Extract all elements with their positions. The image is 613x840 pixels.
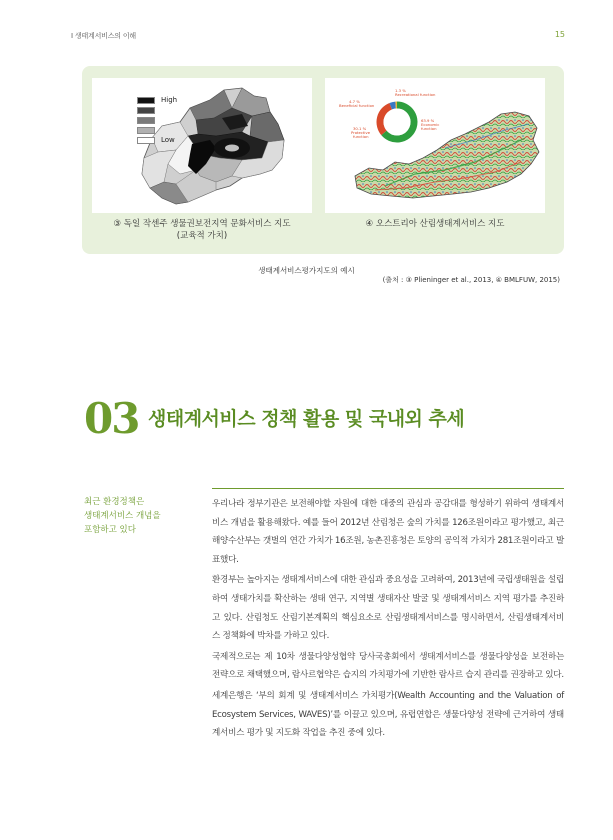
figure-source: (출처 : ③ Plieninger et al., 2013, ④ BMLFUW, 2015)	[382, 276, 560, 284]
donut-hole	[384, 109, 411, 136]
legend-swatch	[137, 117, 155, 124]
side-note	[84, 495, 194, 537]
saxony-map	[92, 78, 312, 213]
svg-text:Protective: Protective	[351, 130, 371, 135]
left-map-caption	[92, 218, 312, 242]
paragraph: 우리나라 정부기관은 보전해야할 자원에 대한 대중의 관심과 공감대를 형성하기 위하여 생태계서비스 개념을 활용해왔다. 예를 들어 2012년 산림청은 숲의 가치를 126조원이라고 평가했고, 최근 해양수산부는 갯벌의 연간 가치가 16조원, 농촌진흥청은 토양의 공익적 가치가 281조원이라고 발표했다.	[212, 499, 564, 565]
section-number: 03	[84, 394, 139, 443]
legend-label-high: High	[161, 96, 178, 104]
svg-text:function: function	[353, 134, 369, 139]
svg-text:Beneficial function: Beneficial function	[339, 103, 375, 108]
figure-title: 생태계서비스평가지도의 예시	[258, 266, 355, 275]
side-note-line: 최근 환경정책은	[84, 497, 145, 507]
side-note-line: 포함하고 있다	[84, 525, 136, 535]
svg-text:Economic: Economic	[421, 122, 440, 127]
svg-text:30.1 %: 30.1 %	[353, 126, 367, 131]
svg-text:Recreational function: Recreational function	[395, 92, 436, 97]
legend-label-low: Low	[161, 136, 175, 144]
legend-item	[137, 105, 177, 115]
legend-item	[137, 125, 177, 135]
running-head: Ⅰ 생태계서비스의 이해	[71, 32, 136, 40]
side-note-line: 생태계서비스 개념을	[84, 511, 161, 521]
left-map-caption-line1: ③ 독일 작센주 생물권보전지역 문화서비스 지도	[113, 219, 291, 229]
svg-text:63.9 %: 63.9 %	[421, 118, 435, 123]
saxony-map-graphic	[92, 78, 312, 213]
legend-swatch	[137, 97, 155, 104]
svg-text:4.7 %: 4.7 %	[349, 99, 360, 104]
donut-chart	[380, 105, 414, 139]
section-title: 생태계서비스 정책 활용 및 국내외 추세	[148, 408, 465, 430]
legend-swatch	[137, 137, 155, 144]
left-map-caption-line2: (교육적 가치)	[176, 231, 228, 241]
donut-slice-beneficial	[391, 105, 396, 106]
legend-item-high	[137, 95, 177, 105]
section-divider	[212, 488, 564, 489]
figure-panel	[82, 66, 564, 254]
svg-text:1.3 %: 1.3 %	[395, 88, 406, 93]
legend-swatch	[137, 107, 155, 114]
paragraph: 국제적으로는 제 10차 생물다양성협약 당사국총회에서 생태계서비스를 생물다양성을 보전하는 전략으로 채택했으며, 람사르협약은 습지의 가치평가에 기반한 람사르 습지 관리를 권장하고 있다.	[212, 651, 564, 681]
austria-map	[325, 78, 545, 213]
right-map-caption-line1: ④ 오스트리아 산림생태계서비스 지도	[365, 219, 505, 229]
legend-swatch	[137, 127, 155, 134]
legend-item	[137, 115, 177, 125]
austria-map-graphic	[325, 78, 545, 213]
paragraph: 환경부는 높아지는 생태계서비스에 대한 관심과 중요성을 고려하여, 2013년에 국립생태원을 설립하여 생태가치를 확산하는 생태 연구, 지역별 생태자산 발굴 및 생태계서비스 지역 평가를 추진하고 있다. 산림청도 산림기본계획의 핵심요소로 산림생태계서비스를 명시하면서, 산림생태계서비스 정책화에 박차를 가하고 있다.	[212, 575, 564, 642]
right-map-caption	[325, 218, 545, 230]
body-text	[212, 495, 564, 745]
page-number: 15	[554, 30, 565, 39]
paragraph: 세계은행은 ‘부의 회계 및 생태계서비스 가치평가(Wealth Accounting and the Valuation of Ecosystem Services, WAVES)’를 이끌고 있으며, 유럽연합은 생물다양성 전략에 근거하여 생태계서비스 평가 및 지도화 작업을 추진 중에 있다.	[212, 690, 564, 739]
svg-text:function: function	[421, 126, 437, 131]
map-legend	[137, 95, 177, 145]
legend-item-low	[137, 135, 177, 145]
